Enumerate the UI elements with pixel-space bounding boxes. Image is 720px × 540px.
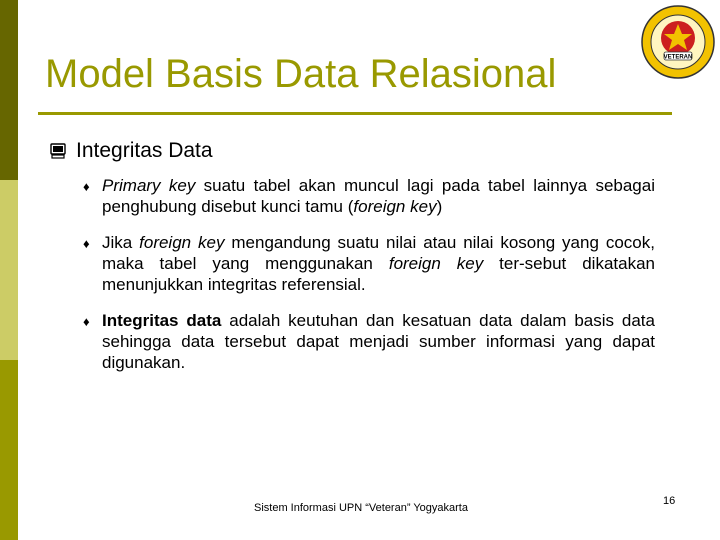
list-item-text: mengandung suatu nilai atau nilai kosong yang cocok, maka tabel yang menggunakan — [102, 233, 655, 273]
list-item-text: foreign key — [353, 197, 437, 216]
diamond-bullet-icon: ♦ — [83, 179, 90, 194]
computer-monitor-icon — [50, 143, 66, 159]
list-item-text: foreign key — [139, 233, 225, 252]
list-item-text: Integritas data — [102, 311, 222, 330]
sidebar-stripe-middle — [0, 180, 18, 360]
list-item — [83, 310, 655, 373]
diamond-bullet-icon: ♦ — [83, 314, 90, 329]
list-item-text: suatu tabel akan muncul lagi pada tabel lainnya sebagai penghubung disebut kunci tamu ( — [102, 176, 655, 216]
list-item-text: adalah keutuhan dan kesatuan data dalam basis data sehingga data tersebut dapat menjadi sumber informasi yang dapat digunakan. — [102, 311, 655, 372]
list-item-text: Primary key — [102, 176, 196, 195]
section-heading-text: Integritas Data — [76, 139, 213, 162]
bullet-list — [83, 175, 655, 388]
title-underline — [38, 112, 672, 115]
list-item-text: foreign key — [388, 254, 484, 273]
slide-footer: Sistem Informasi UPN “Veteran” Yogyakarta — [254, 502, 468, 514]
page-number: 16 — [663, 495, 676, 507]
section-heading — [50, 139, 213, 163]
sidebar-stripe-top — [0, 0, 18, 180]
university-logo — [640, 4, 716, 80]
logo-ribbon-text: VETERAN — [663, 54, 693, 61]
list-item-text: ter-sebut dikatakan menunjukkan integritas referensial. — [102, 254, 655, 294]
list-item — [83, 175, 655, 217]
slide-title: Model Basis Data Relasional — [45, 52, 557, 96]
list-item-text: Jika — [102, 233, 140, 252]
list-item-text: ) — [436, 197, 443, 216]
sidebar-stripe-bottom — [0, 360, 18, 540]
diamond-bullet-icon: ♦ — [83, 236, 90, 251]
list-item — [83, 232, 655, 295]
